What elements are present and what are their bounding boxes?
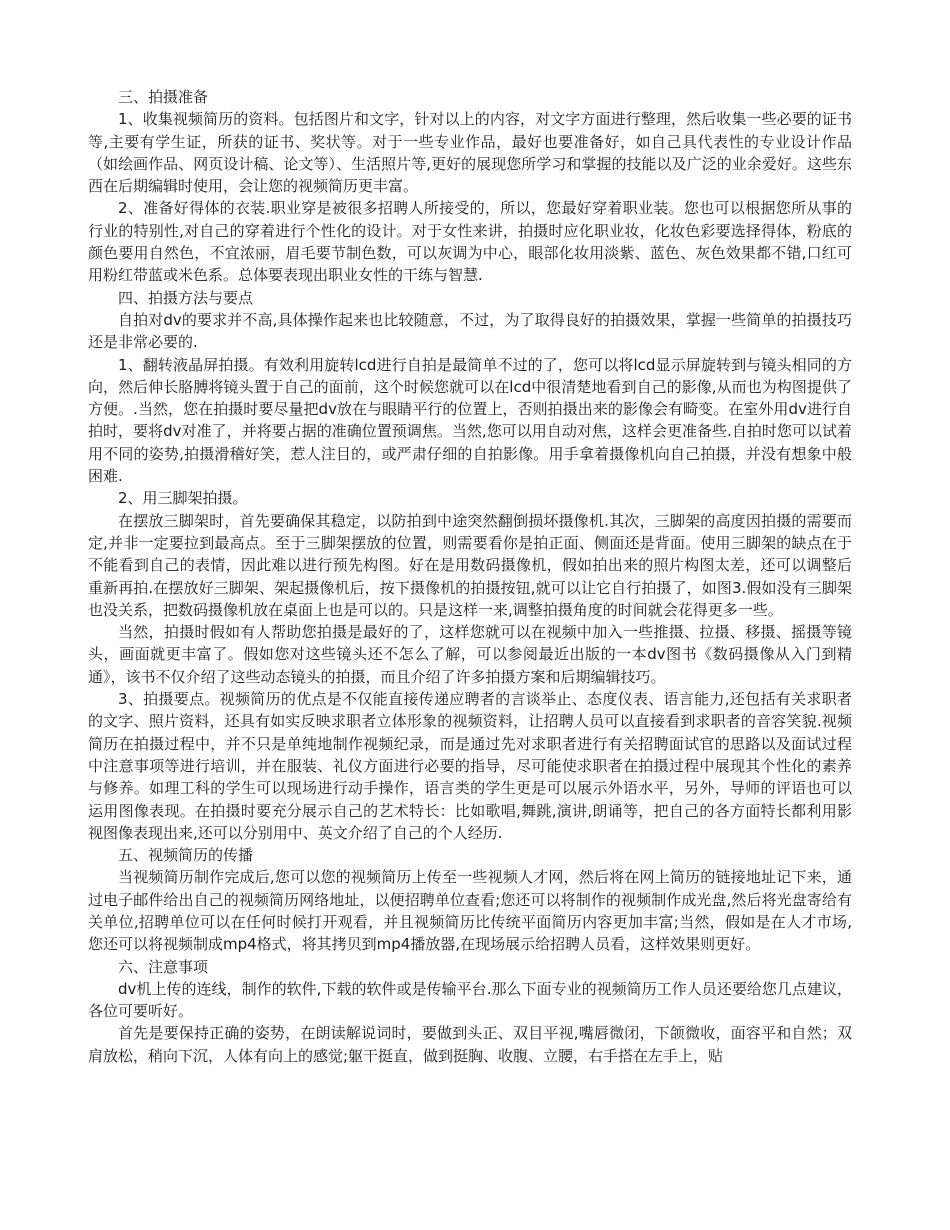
section-4-paragraph-4: 在摆放三脚架时，首先要确保其稳定，以防拍到中途突然翻倒损坏摄像机.其次，三脚架的高度因拍摄的需要而定,并非一定要拉到最高点。至于三脚架摆放的位置，则需要看你是拍正面、侧面还是背面。使用三脚架的缺点在于不能看到自己的表情，因此难以进行预先构图。好在是用数码摄像机，假如拍出来的照片构图太差，还可以调整后重新再拍.在摆放好三脚架、架起摄像机后，按下摄像机的拍摄按钮,就可以让它自行拍摄了，如图3.假如没有三脚架也没关系，把数码摄像机放在桌面上也是可以的。只是这样一来,调整拍摄角度的时间就会花得更多一些。 <box>88 511 852 619</box>
section-6-paragraph-2: 首先是要保持正确的姿势，在朗读解说词时，要做到头正、双目平视,嘴唇微闭，下颌微收，面容平和自然；双肩放松，稍向下沉，人体有向上的感觉;躯干挺直，做到挺胸、收腹、立腰，右手搭在左手上，贴 <box>88 1024 852 1065</box>
section-3-heading: 三、拍摄准备 <box>118 88 209 106</box>
section-6-paragraph-1: dv机上传的连线，制作的软件,下载的软件或是传输平台.那么下面专业的视频简历工作人员还要给您几点建议，各位可要听好。 <box>88 979 852 1021</box>
section-4-paragraph-5: 当然，拍摄时假如有人帮助您拍摄是最好的了，这样您就可以在视频中加入一些推摄、拉摄、移摄、摇摄等镜头，画面就更丰富了。假如您对这些镜头还不怎么了解，可以参阅最近出版的一本dv图书《数码摄像从入门到精通》，该书不仅介绍了这些动态镜头的拍摄，而且介绍了许多拍摄方案和后期编辑技巧。 <box>88 623 852 686</box>
section-5-heading: 五、视频简历的传播 <box>118 846 254 865</box>
section-3-paragraph-2: 2、准备好得体的衣装.职业穿是被很多招聘人所接受的，所以，您最好穿着职业装。您也可以根据您所从事的行业的特别性,对自己的穿着进行个性化的设计。对于女性来讲，拍摄时应化职业妆，化妆色彩要选择得体，粉底的颜色要用自然色，不宜浓丽，眉毛要节制色数，可以灰调为中心，眼部化妆用淡紫、蓝色、灰色效果都不错,口红可用粉红带蓝或米色系。总体要表现出职业女性的干练与智慧. <box>88 199 852 285</box>
section-5-paragraph-1: 当视频简历制作完成后,您可以您的视频简历上传至一些视频人才网，然后将在网上简历的链接地址记下来，通过电子邮件给出自己的视频简历网络地址，以便招聘单位查看;您还可以将制作的视频制作成光盘,然后将光盘寄给有关单位,招聘单位可以在任何时候打开观看，并且视频简历比传统平面简历内容更加丰富;当然，假如是在人才市场,您还可以将视频制成mp4格式，将其拷贝到mp4播放器,在现场展示给招聘人员看，这样效果则更好。 <box>88 868 852 954</box>
section-4-paragraph-3: 2、用三脚架拍摄。 <box>118 489 248 508</box>
section-6-heading: 六、注意事项 <box>118 957 209 976</box>
section-4-paragraph-6: 3、拍摄要点。视频简历的优点是不仅能直接传递应聘者的言谈举止、态度仪表、语言能力,还包括有关求职者的文字、照片资料，还具有如实反映求职者立体形象的视频资料，让招聘人员可以直接看到求职者的音容笑貌.视频简历在拍摄过程中，并不只是单纯地制作视频纪录，而是通过先对求职者进行有关招聘面试官的思路以及面试过程中注意事项等进行培训，并在服装、礼仪方面进行必要的指导，尽可能使求职者在拍摄过程中展现其个性化的素养与修养。如理工科的学生可以现场进行动手操作，语言类的学生更是可以展示外语水平，另外，导师的评语也可以运用图像表现。在拍摄时要充分展示自己的艺术特长：比如歌唱,舞跳,演讲,朗诵等，把自己的各方面特长都利用影视图像表现出来,还可以分别用中、英文介绍了自己的个人经历. <box>88 690 852 842</box>
section-4-paragraph-2: 1、翻转液晶屏拍摄。有效利用旋转lcd进行自拍是最简单不过的了，您可以将lcd显示屏旋转到与镜头相同的方向，然后伸长胳膊将镜头置于自己的面前，这个时候您就可以在lcd中很清楚地看到自己的影像,从而也为构图提供了方便。.当然，您在拍摄时要尽量把dv放在与眼睛平行的位置上，否则拍摄出来的影像会有畸变。在室外用dv进行自拍时，要将dv对准了，并将要占据的准确位置预调焦。当然,您可以用自动对焦，这样会更准备些.自拍时您可以试着用不同的姿势,拍摄滑稽好笑，惹人注目的，或严肃仔细的自拍影像。用手拿着摄像机向自己拍摄，并没有想象中般困难. <box>88 355 852 486</box>
section-3-paragraph-1: 1、收集视频简历的资料。包括图片和文字，针对以上的内容，对文字方面进行整理，然后收集一些必要的证书等,主要有学生证，所获的证书、奖状等。对于一些专业作品，最好也要准备好，如自己具代表性的专业设计作品（如绘画作品、网页设计稿、论文等）、生活照片等,更好的展现您所学习和掌握的技能以及广泛的业余爱好。这些东西在后期编辑时使用，会让您的视频简历更丰富。 <box>88 110 852 196</box>
section-4-heading: 四、拍摄方法与要点 <box>118 288 254 307</box>
section-4-paragraph-1: 自拍对dv的要求并不高,具体操作起来也比较随意，不过，为了取得良好的拍摄效果，掌握一些简单的拍摄技巧还是非常必要的. <box>88 310 852 352</box>
document-body <box>88 86 852 1067</box>
